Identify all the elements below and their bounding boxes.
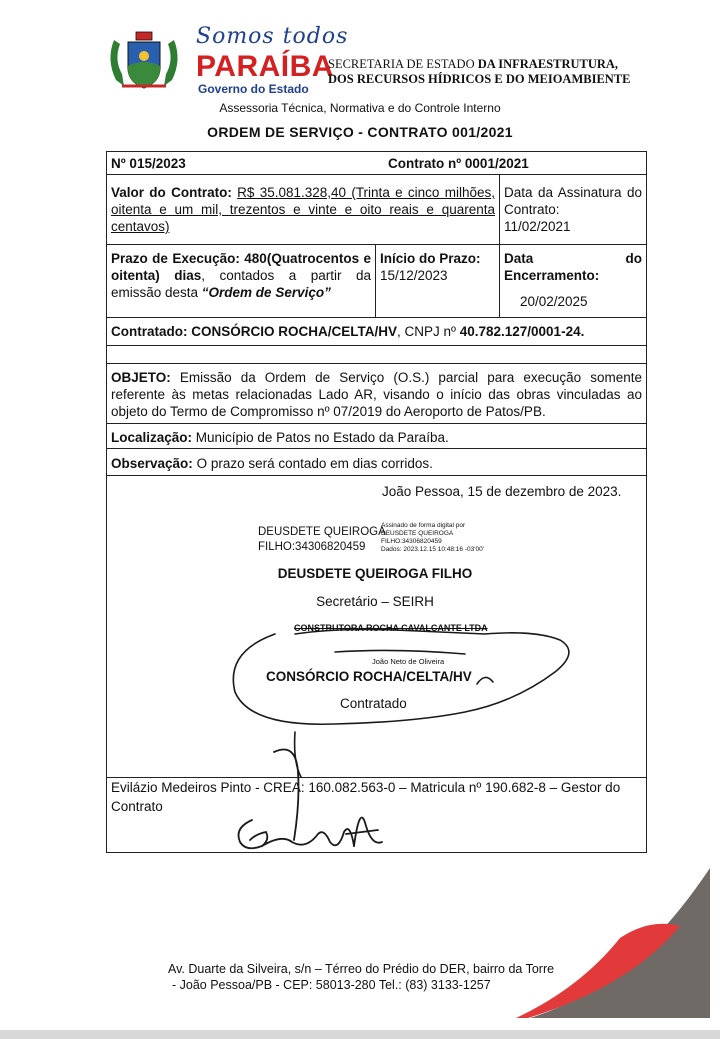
digital-info-line2: DEUSDETE QUEIROGA bbox=[381, 530, 454, 537]
document-title: ORDEM DE SERVIÇO - CONTRATO 001/2021 bbox=[207, 124, 513, 140]
location-text: Município de Patos no Estado da Paraíba. bbox=[195, 430, 449, 445]
secretaria-line2: DOS RECURSOS HÍDRICOS E DO MEIOAMBIENTE bbox=[328, 72, 631, 86]
execution-period-text: , contados a partir da emissão desta bbox=[111, 268, 372, 300]
contractor-signature-role: Contratado bbox=[340, 696, 407, 711]
signature-date-label: Data da Assinatura do Contrato: bbox=[504, 185, 642, 217]
signature-date: 11/02/2021 bbox=[504, 219, 571, 234]
secretaria-line1-bold: DA INFRAESTRUTURA, bbox=[477, 57, 619, 71]
contract-number: Contrato nº 0001/2021 bbox=[388, 156, 529, 171]
contractor-label: Contratado: bbox=[111, 324, 188, 339]
corner-decoration-icon bbox=[510, 868, 710, 1018]
contractor-name: CONSÓRCIO ROCHA/CELTA/HV bbox=[191, 324, 398, 339]
footer-address-line2: - João Pessoa/PB - CEP: 58013-280 Tel.: (83) 3133-1257 bbox=[172, 978, 491, 992]
signer-name: DEUSDETE QUEIROGA FILHO bbox=[277, 566, 473, 581]
digital-signature-info bbox=[381, 522, 484, 554]
location-label: Localização: bbox=[111, 430, 193, 445]
contractor-line bbox=[111, 323, 584, 340]
object-label: OBJETO: bbox=[111, 370, 171, 385]
logo-government: Governo do Estado bbox=[198, 82, 309, 96]
object-description bbox=[111, 369, 642, 420]
digital-info-line3: FILHO:34306820459 bbox=[381, 538, 442, 545]
digital-signer-name bbox=[258, 525, 386, 555]
logo-tagline: Somos todos bbox=[196, 24, 349, 49]
row-divider bbox=[106, 448, 647, 449]
contract-manager: Evilázio Medeiros Pinto - CREA: 160.082.563-0 – Matricula nº 190.682-8 – Gestor do Contrato bbox=[111, 780, 621, 814]
row-divider bbox=[106, 475, 647, 476]
observation bbox=[111, 455, 433, 472]
column-divider bbox=[375, 244, 376, 317]
contractor-cnpj: 40.782.127/0001-24. bbox=[459, 324, 585, 339]
execution-period-emph: “Ordem de Serviço” bbox=[201, 285, 331, 300]
place-and-date: João Pessoa, 15 de dezembro de 2023. bbox=[382, 484, 622, 499]
end-date: 20/02/2025 bbox=[520, 294, 588, 309]
observation-text: O prazo será contado em dias corridos. bbox=[196, 456, 433, 471]
logo-state-name: PARAÍBA bbox=[196, 50, 334, 83]
contractor-signature-name: CONSÓRCIO ROCHA/CELTA/HV bbox=[266, 669, 472, 684]
os-number: Nº 015/2023 bbox=[111, 156, 186, 171]
contractor-cnpj-prefix: , CNPJ nº bbox=[397, 324, 460, 339]
end-date-label: Data do Encerramento: bbox=[504, 251, 642, 283]
contract-value-text: R$ 35.081.328,40 (Trinta e cinco milhões, oitenta e um mil, trezentos e vinte e oito reais e quarenta centavos) bbox=[111, 185, 495, 234]
row-divider bbox=[106, 317, 647, 318]
row-divider bbox=[106, 423, 647, 424]
row-divider bbox=[106, 345, 647, 346]
row-divider bbox=[106, 244, 647, 245]
digital-signer-line1: DEUSDETE QUEIROGA bbox=[258, 526, 386, 538]
digital-signer-line2: FILHO:34306820459 bbox=[258, 541, 366, 553]
execution-period-label: Prazo de Execução: 480(Quatrocentos e oitenta) dias bbox=[111, 251, 371, 283]
start-date: 15/12/2023 bbox=[380, 268, 448, 283]
stamp-company: CONSTRUTORA ROCHA CAVALCANTE LTDA bbox=[294, 623, 488, 633]
contract-value bbox=[111, 184, 495, 235]
object-text: Emissão da Ordem de Serviço (O.S.) parcial para execução somente referente às metas relacionadas Lado AR, visando o início das obras vinculadas ao objeto do Termo de Compromisso nº 07/2019 do Aeroporto de Patos/PB. bbox=[111, 370, 642, 419]
stamp-person: João Neto de Oliveira bbox=[372, 657, 445, 666]
secretaria-line1-prefix: SECRETARIA DE ESTADO bbox=[328, 57, 478, 71]
digital-info-line4: Dados: 2023.12.15 10:48:16 -03'00' bbox=[381, 546, 484, 553]
start-date-label: Início do Prazo: bbox=[380, 251, 481, 266]
digital-info-line1: Assinado de forma digital por bbox=[381, 522, 466, 529]
column-divider bbox=[499, 244, 500, 317]
signer-role: Secretário – SEIRH bbox=[316, 594, 434, 609]
secretaria-heading bbox=[328, 57, 630, 87]
assessoria-line: Assessoria Técnica, Normativa e do Controle Interno bbox=[219, 101, 501, 115]
manager-handwritten-signature-icon bbox=[226, 742, 386, 862]
execution-period bbox=[111, 250, 371, 301]
row-divider bbox=[106, 174, 647, 175]
bottom-strip bbox=[0, 1030, 720, 1039]
state-coat-of-arms-icon bbox=[104, 30, 184, 92]
observation-label: Observação: bbox=[111, 456, 193, 471]
location bbox=[111, 429, 449, 446]
row-divider bbox=[106, 363, 647, 364]
column-divider bbox=[499, 174, 500, 244]
footer-address-line1: Av. Duarte da Silveira, s/n – Térreo do Prédio do DER, bairro da Torre bbox=[168, 962, 555, 976]
contract-value-label: Valor do Contrato: bbox=[111, 185, 232, 200]
